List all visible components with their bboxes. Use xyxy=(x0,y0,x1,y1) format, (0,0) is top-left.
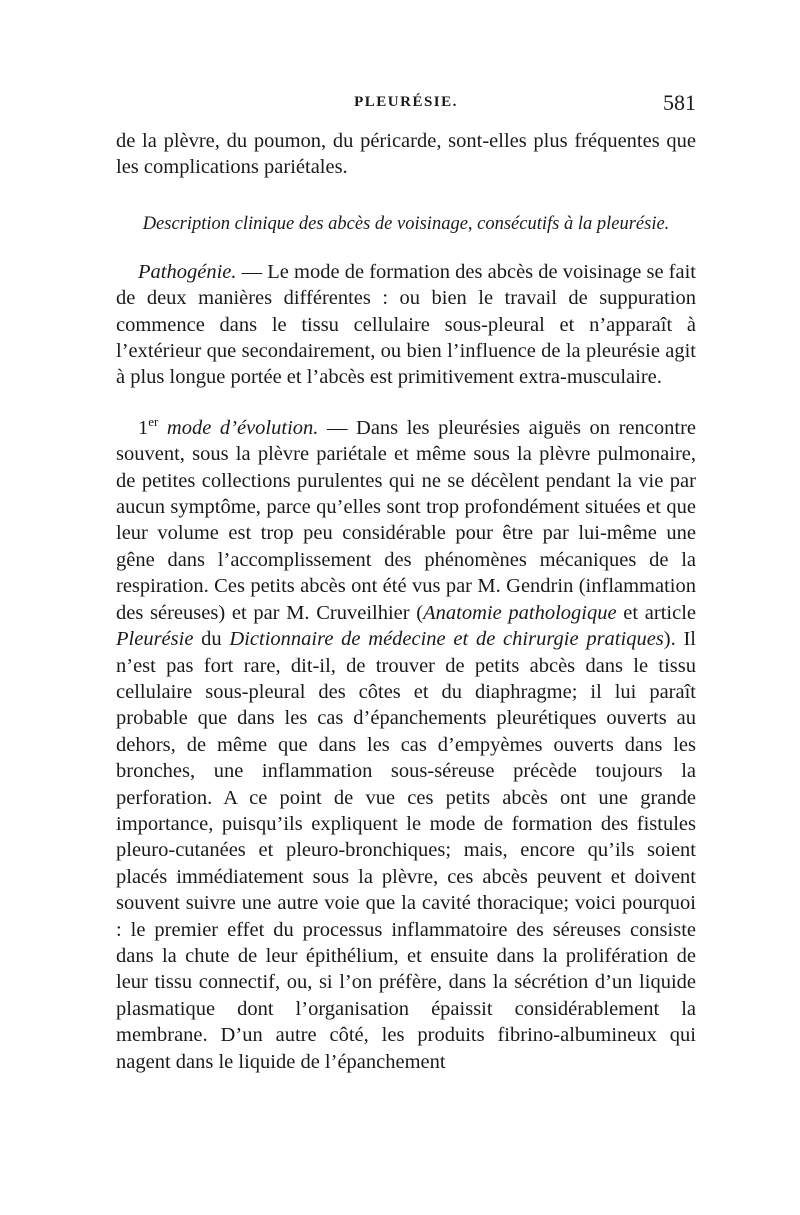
cited-title-anatomie: Anatomie pathologique xyxy=(423,601,617,624)
running-header xyxy=(116,90,696,128)
mode-text-4: ). Il n’est pas fort rare, dit-il, de trouver de petits abcès dans le tissu cellulaire sous-pleural des côtes et du diaphragme; il lui paraît probable que dans les cas d’épanchements pleurétiques ouverts au dehors, de même que dans les cas d’empyèmes ouverts dans les bronches, une inflammation sous-séreuse précède toujours la perforation. A ce point de vue ces petits abcès ont une grande importance, puisqu’ils expliquent le mode de formation des fistules pleuro-cutanées et pleuro-bronchiques; mais, encore qu’ils soient placés immédiatement sous la plèvre, ces abcès peuvent et doivent souvent suivre une autre voie que la cavité thoracique; voici pourquoi : le premier effet du processus inflammatoire des séreuses consiste dans la chute de leur épithélium, et ensuite dans la prolifération de leur tissu connectif, ou, si l’on préfère, dans la sécrétion d’un liquide plasmatique dont l’organisation épaissit considérablement la membrane. D’un autre côté, les produits fibrino-albumineux qui nagent dans le liquide de l’épanchement xyxy=(116,628,697,1073)
mode-number: 1 xyxy=(138,416,149,439)
page-number: 581 xyxy=(663,90,696,115)
mode-superscript: er xyxy=(148,414,159,430)
mode-evolution-paragraph xyxy=(116,415,696,1075)
mode-text-3: du xyxy=(193,628,230,651)
mode-label: mode d’évolution. xyxy=(158,416,319,439)
mode-text-2: et article xyxy=(616,601,696,624)
pathogenie-paragraph xyxy=(116,259,696,391)
continuation-paragraph: de la plèvre, du poumon, du péricarde, sont-elles plus fréquentes que les complications pariétales. xyxy=(116,130,696,179)
pathogenie-label: Pathogénie. xyxy=(138,260,237,283)
mode-text-1: — Dans les pleurésies aiguës on rencontre souvent, sous la plèvre pariétale et même sous la plèvre pulmonaire, de petites collections purulentes qui ne se décèlent pendant la vie par aucun symptôme, parce qu’elles sont trop profondément situées et que leur volume est trop peu considérable pour être par lui-même une gêne dans l’accomplissement des phénomènes mécaniques de la respiration. Ces petits abcès ont été vus par M. Gendrin (inflammation des séreuses) et par M. Cruveilhier ( xyxy=(116,416,697,624)
cited-title-dictionnaire: Dictionnaire de médecine et de chirurgie pratiques xyxy=(229,628,664,651)
running-title: PLEURÉSIE. xyxy=(354,94,458,110)
pathogenie-text: — Le mode de formation des abcès de voisinage se fait de deux manières différentes : ou bien le travail de suppuration commence dans le tissu cellulaire sous-pleural et n’apparaît à l’extérieur que secondairement, ou bien l’influence de la pleurésie agit à plus longue portée et l’abcès est primitivement extra-musculaire. xyxy=(116,260,696,389)
cited-title-pleuresie: Pleurésie xyxy=(116,628,194,651)
book-page xyxy=(116,90,697,1075)
section-heading: Description clinique des abcès de voisinage, consécutifs à la pleurésie. xyxy=(142,213,670,234)
